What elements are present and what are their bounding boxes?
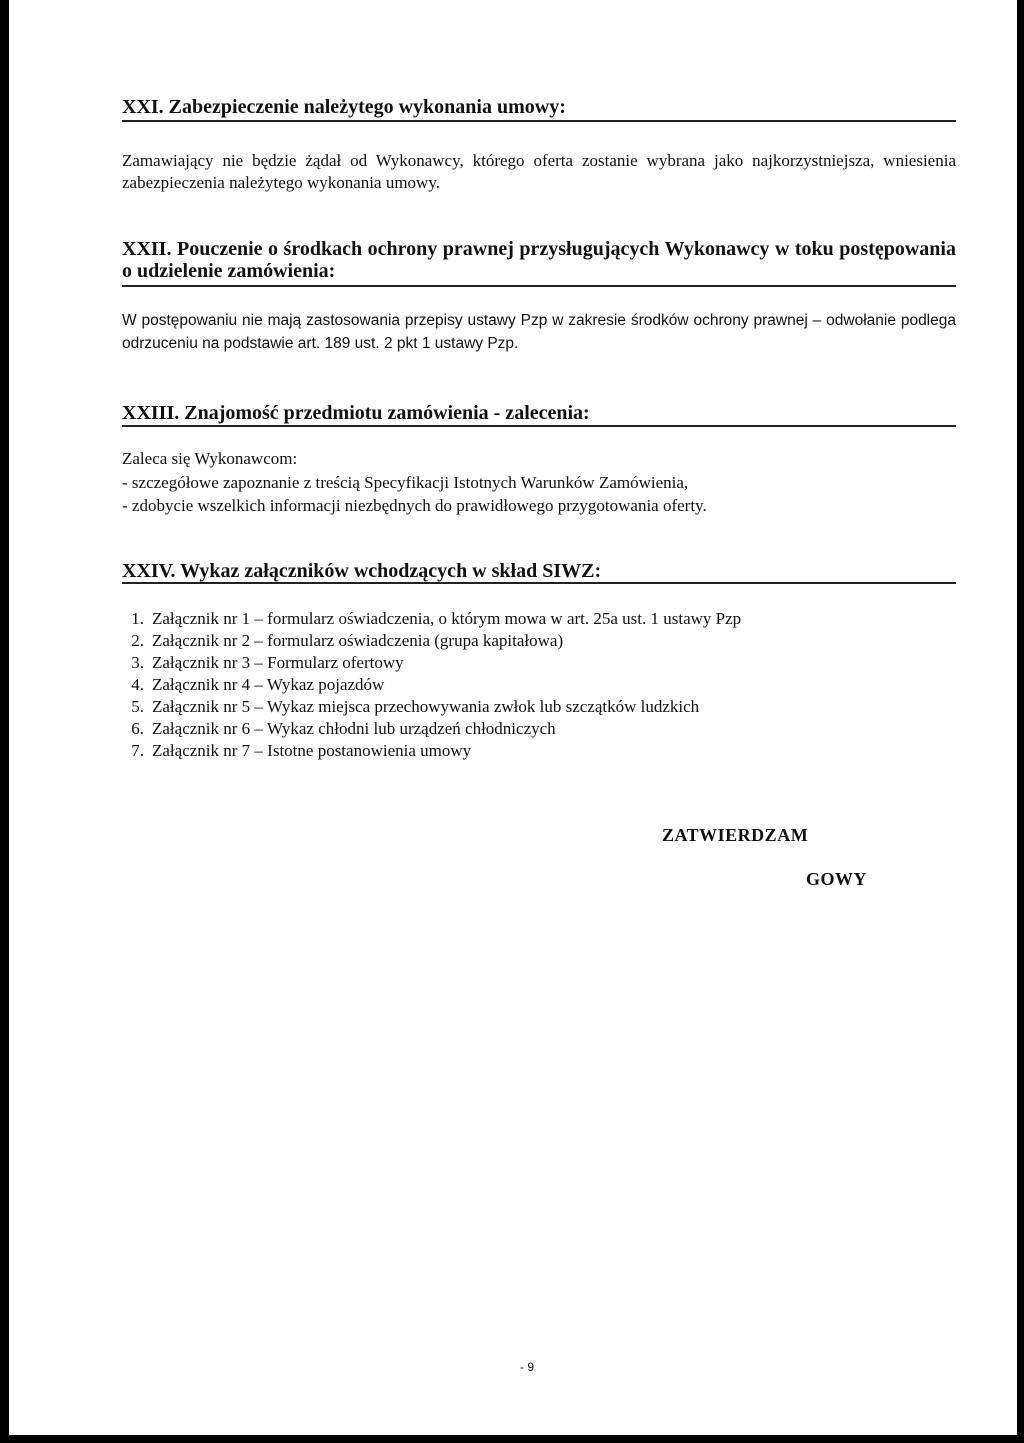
section-21-rule (122, 120, 956, 122)
list-item (131, 696, 852, 718)
section-22-rule (122, 285, 956, 287)
section-23-item-1: - szczegółowe zapoznanie z treścią Specyfikacji Istotnych Warunków Zamówienia, (122, 473, 689, 492)
section-23-item-2: - zdobycie wszelkich informacji niezbędnych do prawidłowego przygotowania oferty. (122, 496, 707, 515)
list-item-text: Załącznik nr 5 – Wykaz miejsca przechowywania zwłok lub szczątków ludzkich (152, 697, 700, 716)
list-item (131, 608, 852, 630)
section-21-text: Zamawiający nie będzie żądał od Wykonawcy, którego oferta zostanie wybrana jako najkorzystniejsza, wniesienia zabezpieczenia należytego wykonania umowy. (122, 151, 956, 192)
list-item-text: Załącznik nr 1 – formularz oświadczenia, o którym mowa w art. 25a ust. 1 ustawy Pzp (152, 609, 742, 628)
list-number: 4. (131, 675, 144, 694)
list-item (131, 674, 852, 696)
list-number: 2. (131, 631, 144, 650)
scan-border-left (0, 0, 9, 1443)
scan-border-bottom (0, 1435, 1024, 1443)
list-item-text: Załącznik nr 3 – Formularz ofertowy (152, 653, 404, 672)
list-number: 1. (131, 609, 144, 628)
list-item-text: Załącznik nr 2 – formularz oświadczenia (grupa kapitałowa) (152, 631, 564, 650)
section-21-heading: XXI. Zabezpieczenie należytego wykonania umowy: (122, 96, 566, 118)
list-item-text: Załącznik nr 4 – Wykaz pojazdów (152, 675, 385, 694)
section-24-rule (122, 582, 956, 584)
list-number: 7. (131, 741, 144, 760)
list-item (131, 718, 852, 740)
list-item (131, 740, 852, 762)
section-22-text: W postępowaniu nie mają zastosowania przepisy ustawy Pzp w zakresie środków ochrony prawnej – odwołanie podlega odrzuceniu na podstawie art. 189 ust. 2 pkt 1 ustawy Pzp. (122, 312, 956, 352)
section-22-heading: XXII. Pouczenie o środkach ochrony prawnej przysługujących Wykonawcy w toku postępowania o udzielenie zamówienia: (122, 238, 956, 282)
list-number: 3. (131, 653, 144, 672)
section-23-heading: XXIII. Znajomość przedmiotu zamówienia - zalecenia: (122, 402, 590, 424)
list-item-text: Załącznik nr 7 – Istotne postanowienia umowy (152, 741, 472, 760)
attachments-list (131, 608, 852, 762)
list-item (131, 630, 852, 652)
list-item (131, 652, 852, 674)
list-item-text: Załącznik nr 6 – Wykaz chłodni lub urządzeń chłodniczych (152, 719, 556, 738)
section-23-intro: Zaleca się Wykonawcom: (122, 449, 298, 468)
page-number: - 9 (520, 1360, 535, 1374)
section-24-heading: XXIV. Wykaz załączników wchodzących w skład SIWZ: (122, 560, 602, 582)
section-23-rule (122, 425, 956, 427)
scan-border-right (1017, 0, 1024, 1443)
list-number: 5. (131, 697, 144, 716)
approval-label: ZATWIERDZAM (662, 825, 809, 845)
list-number: 6. (131, 719, 144, 738)
approval-signature: GOWY (806, 869, 868, 889)
